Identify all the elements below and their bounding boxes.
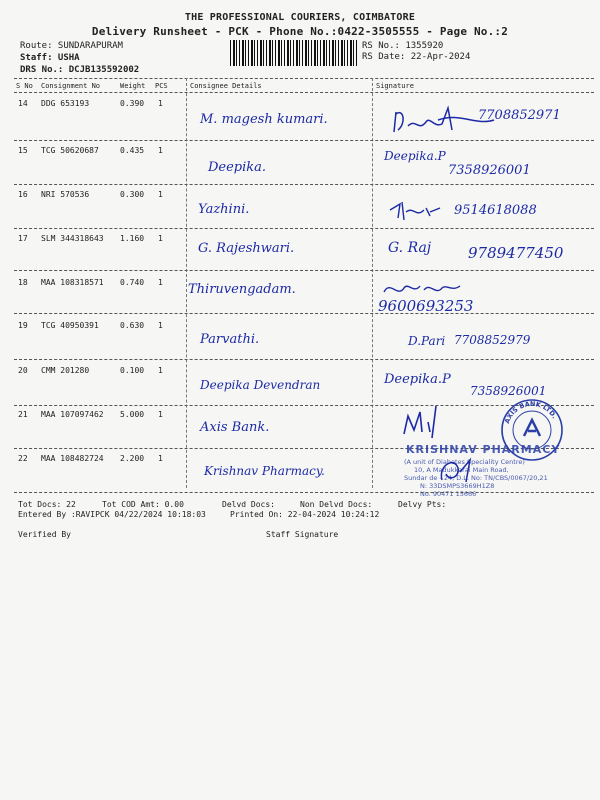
entered-by: Entered By :RAVIPCK 04/22/2024 10:18:03 — [18, 510, 206, 519]
col-signature-header: Signature — [376, 82, 414, 90]
col-weight-header: Weight — [120, 82, 146, 90]
verified-by-label: Verified By — [18, 530, 71, 539]
row-weight: 2.200 — [120, 454, 145, 463]
row-sno: 22 — [18, 454, 28, 463]
handwritten-signature — [400, 402, 450, 442]
handwritten-consignee: Deepika Devendran — [200, 378, 321, 392]
handwritten-signature: D.Pari — [408, 334, 446, 348]
handwritten-signature: Deepika.P — [384, 372, 451, 387]
row-consignment-no: MAA 108318571 — [41, 278, 104, 287]
handwritten-phone: 7708852979 — [454, 333, 531, 347]
row-consignment-no: TCG 50620687 — [41, 146, 99, 155]
row-weight: 0.390 — [120, 99, 145, 108]
handwritten-signature: Deepika.P — [384, 149, 446, 163]
handwritten-phone: 7358926001 — [448, 163, 531, 178]
row-sno: 21 — [18, 410, 28, 419]
stamp-line: N: 33DSMPS3669H1Z8 — [420, 482, 495, 490]
handwritten-consignee: Parvathi. — [200, 332, 260, 347]
table-bottom-divider — [14, 492, 594, 493]
handwritten-consignee: G. Rajeshwari. — [198, 241, 295, 256]
total-docs: Tot Docs: 22 — [18, 500, 76, 509]
col-pcs-header: PCS — [155, 82, 168, 90]
row-weight: 0.435 — [120, 146, 145, 155]
rs-number: RS No.: 1355920 — [362, 41, 444, 51]
row-weight: 0.300 — [120, 190, 145, 199]
barcode-image — [230, 40, 358, 66]
stamp-line: (A unit of Diabetes Speciality Centre) — [404, 458, 525, 466]
handwritten-signature — [386, 198, 442, 222]
row-pcs: 1 — [158, 410, 163, 419]
runsheet-title: Delivery Runsheet - PCK - Phone No.:0422-3505555 - Page No.:2 — [91, 25, 509, 38]
header-divider-top — [14, 78, 594, 79]
row-pcs: 1 — [158, 234, 163, 243]
row-sno: 18 — [18, 278, 28, 287]
row-weight: 1.160 — [120, 234, 145, 243]
drs-number: DRS No.: DCJB135592002 — [20, 65, 140, 75]
row-sno: 20 — [18, 366, 28, 375]
handwritten-phone: 7358926001 — [470, 384, 547, 398]
col-consignment-header: Consignment No — [41, 82, 101, 90]
row-weight: 0.100 — [120, 366, 145, 375]
row-divider — [14, 140, 594, 141]
row-sno: 14 — [18, 99, 28, 108]
row-divider — [14, 184, 594, 185]
staff-signature-label: Staff Signature — [266, 530, 339, 539]
handwritten-consignee: Deepika. — [208, 160, 267, 175]
delivered-docs: Delvd Docs: — [222, 500, 275, 509]
row-weight: 0.740 — [120, 278, 145, 287]
col-sno-header: S No — [16, 82, 33, 90]
row-consignment-no: DDG 653193 — [41, 99, 90, 108]
row-consignment-no: MAA 108482724 — [41, 454, 104, 463]
row-sno: 19 — [18, 321, 28, 330]
delivery-points: Delvy Pts: — [398, 500, 447, 509]
handwritten-consignee: Axis Bank. — [200, 420, 270, 435]
handwritten-phone: 7708852971 — [478, 108, 561, 123]
staff-label: Staff: USHA — [20, 53, 80, 63]
row-consignment-no: NRI 570536 — [41, 190, 90, 199]
row-pcs: 1 — [158, 190, 163, 199]
row-sno: 16 — [18, 190, 28, 199]
route-label: Route: SUNDARAPURAM — [20, 41, 123, 51]
total-cod-amount: Tot COD Amt: 0.00 — [102, 500, 184, 509]
handwritten-consignee: Yazhini. — [198, 202, 250, 217]
stamp-line: 10, A Madukkarai Main Road, — [414, 466, 509, 474]
row-weight: 0.630 — [120, 321, 145, 330]
row-consignment-no: MAA 107097462 — [41, 410, 104, 419]
row-divider — [14, 228, 594, 229]
handwritten-signature — [436, 452, 476, 486]
row-pcs: 1 — [158, 99, 163, 108]
row-weight: 5.000 — [120, 410, 145, 419]
row-sno: 17 — [18, 234, 28, 243]
company-name: THE PROFESSIONAL COURIERS, COIMBATORE — [184, 12, 416, 23]
col-consignee-header: Consignee Details — [190, 82, 262, 90]
handwritten-consignee: Krishnav Pharmacy. — [204, 464, 325, 478]
handwritten-phone: 9789477450 — [468, 244, 564, 262]
row-consignment-no: CMM 201280 — [41, 366, 90, 375]
handwritten-phone: 9514618088 — [454, 203, 537, 218]
row-divider — [14, 270, 594, 271]
handwritten-consignee: M. magesh kumari. — [200, 112, 328, 127]
row-divider — [14, 359, 594, 360]
handwritten-phone: 9600693253 — [378, 297, 474, 315]
row-pcs: 1 — [158, 321, 163, 330]
handwritten-signature: G. Raj — [388, 240, 432, 256]
rs-date: RS Date: 22-Apr-2024 — [362, 52, 471, 62]
non-delivered-docs: Non Delvd Docs: — [300, 500, 373, 509]
stamp-line: Sundar de - 24, D.L. No: TN/CBS/0067/20,21 — [404, 474, 548, 482]
row-pcs: 1 — [158, 454, 163, 463]
stamp-line: No. 90471 15666 — [420, 490, 477, 498]
handwritten-consignee: Thiruvengadam. — [188, 282, 296, 297]
row-divider — [14, 313, 594, 314]
header-divider-bottom — [14, 92, 594, 93]
stamp-title: KRISHNAV PHARMACY — [406, 443, 561, 456]
row-pcs: 1 — [158, 146, 163, 155]
row-pcs: 1 — [158, 278, 163, 287]
row-sno: 15 — [18, 146, 28, 155]
printed-on: Printed On: 22-04-2024 10:24:12 — [230, 510, 380, 519]
seal-text: AXIS BANK LTD. — [503, 399, 559, 425]
row-consignment-no: SLM 344318643 — [41, 234, 104, 243]
row-consignment-no: TCG 40950391 — [41, 321, 99, 330]
row-pcs: 1 — [158, 366, 163, 375]
